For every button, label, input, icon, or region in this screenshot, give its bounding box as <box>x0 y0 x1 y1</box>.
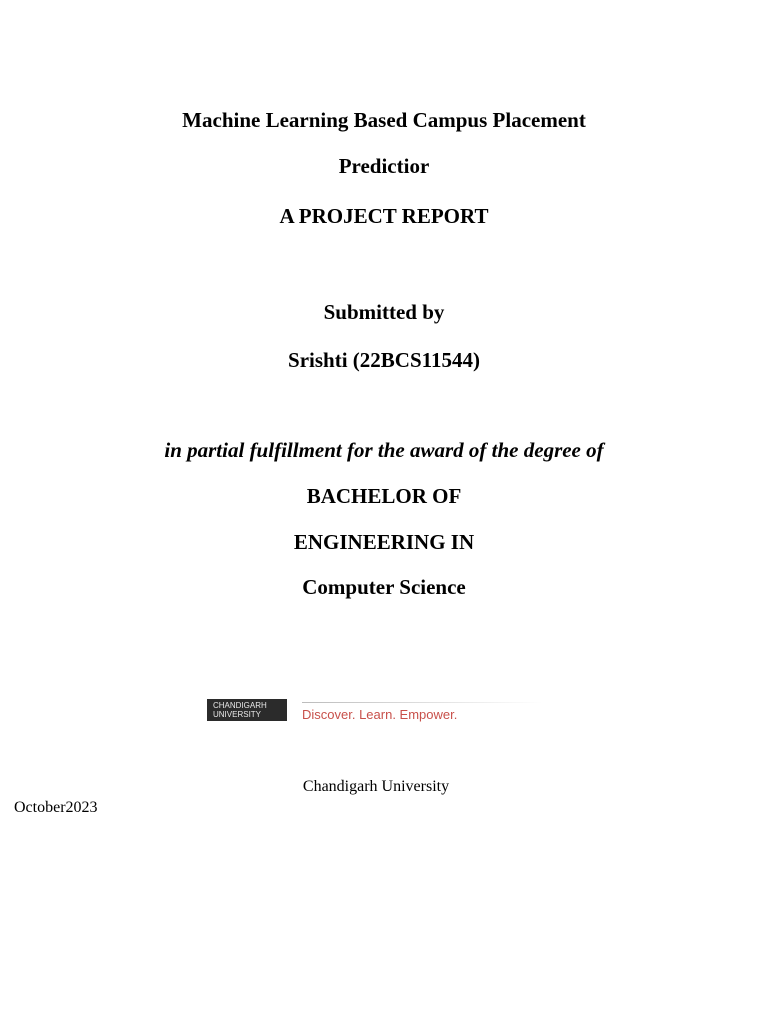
report-title-line2: Predictior <box>338 154 430 178</box>
report-title-line1: Machine Learning Based Campus Placement <box>182 108 586 132</box>
logo-divider <box>302 702 543 703</box>
submission-date: October2023 <box>14 799 98 816</box>
author-name: Srishti (22BCS11544) <box>288 348 480 372</box>
report-type: A PROJECT REPORT <box>279 204 489 228</box>
logo-wordmark: CHANDIGARH UNIVERSITY <box>207 699 287 721</box>
degree-line1: BACHELOR OF <box>306 484 462 508</box>
institution-name: Chandigarh University <box>302 778 450 795</box>
university-logo <box>207 699 543 723</box>
logo-tagline: Discover. Learn. Empower. <box>302 707 458 722</box>
degree-line2: ENGINEERING IN <box>293 530 475 554</box>
fulfillment-text: in partial fulfillment for the award of the degree of <box>164 438 604 462</box>
discipline: Computer Science <box>302 575 466 599</box>
submitted-by-label: Submitted by <box>323 300 445 324</box>
